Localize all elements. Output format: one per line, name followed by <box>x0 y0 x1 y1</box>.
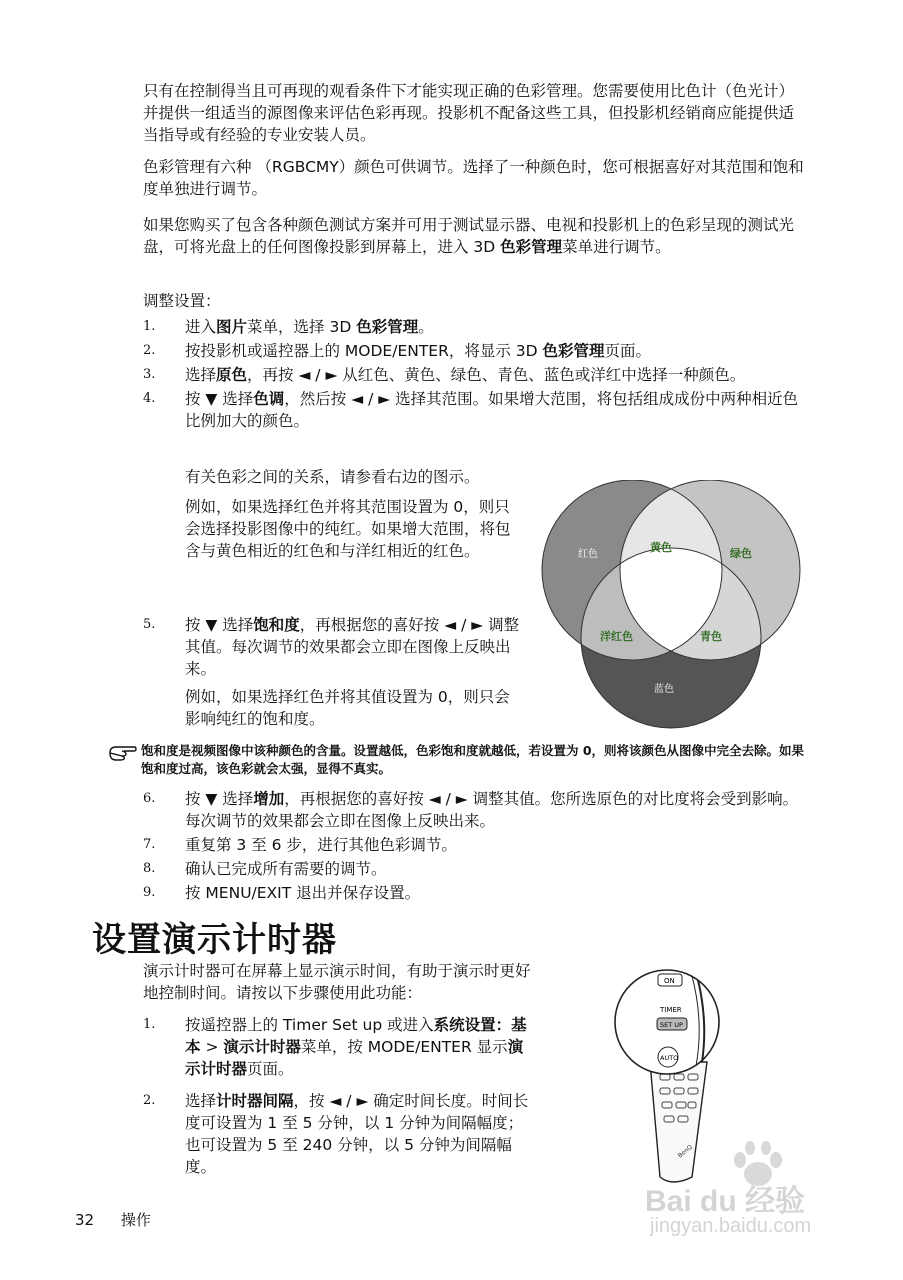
intro-paragraph-2: 色彩管理有六种 （RGBCMY）颜色可供调节。选择了一种颜色时，您可根据喜好对其范围和饱和度单独进行调节。 <box>143 158 804 198</box>
step-4-sub-2: 例如，如果选择红色并将其范围设置为 0，则只会选择投影图像中的纯红。如果增大范围，将包含与黄色相近的红色和与洋红相近的红色。 <box>185 498 511 560</box>
venn-label-green: 绿色 <box>730 547 752 560</box>
step-5-sub-1: 例如，如果选择红色并将其值设置为 0，则只会影响纯红的饱和度。 <box>185 688 510 728</box>
step-3: 3. 选择原色，再按 ◄ / ► 从红色、黄色、绿色、青色、蓝色或洋红中选择一种颜色。 <box>143 366 746 384</box>
timer-intro: 演示计时器可在屏幕上显示演示时间，有助于演示时更好地控制时间。请按以下步骤使用此功能： <box>143 962 531 1002</box>
pointing-hand-icon <box>108 744 138 762</box>
venn-label-magenta: 洋红色 <box>600 630 633 643</box>
step-8: 8. 确认已完成所有需要的调节。 <box>143 860 387 878</box>
page-footer <box>75 1209 173 1230</box>
intro-paragraph-1: 只有在控制得当且可再现的观看条件下才能实现正确的色彩管理。您需要使用比色计（色光计）并提供一组适当的源图像来评估色彩再现。投影机不配备这些工具，但投影机经销商应能提供适当指导或有经验的专业安装人员。 <box>143 82 795 144</box>
step-7: 7. 重复第 3 至 6 步，进行其他色彩调节。 <box>143 836 457 854</box>
timer-steps <box>143 1014 533 1178</box>
svg-text:SET UP: SET UP <box>660 1021 683 1029</box>
timer-step-1: 1. 按遥控器上的 Timer Set up 或进入系统设置：基本 > 演示计时器菜单，按 MODE/ENTER 显示演示计时器页面。 <box>143 1016 527 1078</box>
svg-text:AUTO: AUTO <box>660 1054 679 1062</box>
step-5: 5. 按 ▼ 选择饱和度，再根据您的喜好按 ◄ / ► 调整其值。每次调节的效果都会立即在图像上反映出来。 例如，如果选择红色并将其值设置为 0，则只会影响纯红的饱和度。 <box>143 614 523 730</box>
watermark-url: jingyan.baidu.com <box>650 1215 812 1237</box>
step-4: 4. 按 ▼ 选择色调，然后按 ◄ / ► 选择其范围。如果增大范围，将包括组成成份中两种相近色比例加大的颜色。 <box>143 390 799 430</box>
timer-step-2: 2. 选择计时器间隔，按 ◄ / ► 确定时间长度。时间长度可设置为 1 至 5 分钟，以 1 分钟为间隔幅度；也可设置为 5 至 240 分钟，以 5 分钟为间隔幅度。 <box>143 1092 529 1176</box>
remote-brand: BenQ <box>676 1143 694 1160</box>
step-4-sub-1: 有关色彩之间的关系，请参看右边的图示。 <box>185 468 480 486</box>
color-venn-diagram <box>540 480 802 730</box>
intro-paragraph-3: 如果您购买了包含各种颜色测试方案并可用于测试显示器、电视和投影机上的色彩呈现的测试光盘，可将光盘上的任何图像投影到屏幕上，进入 3D 色彩管理菜单进行调节。 <box>143 216 795 256</box>
step-1: 1. 进入图片菜单，选择 3D 色彩管理。 <box>143 318 434 336</box>
adjust-settings-label: 调整设置： <box>143 292 221 310</box>
venn-label-cyan: 青色 <box>700 630 722 643</box>
color-steps-list-a <box>143 316 805 434</box>
section-name: 操作 <box>120 1211 151 1229</box>
svg-text:ON: ON <box>664 977 675 985</box>
page-number: 32 <box>75 1211 95 1229</box>
step-9: 9. 按 MENU/EXIT 退出并保存设置。 <box>143 884 421 902</box>
step-4-details <box>185 466 515 562</box>
color-steps-list-b <box>143 788 805 906</box>
section-heading-timer: 设置演示计时器 <box>92 920 337 960</box>
step-6: 6. 按 ▼ 选择增加，再根据您的喜好按 ◄ / ► 调整其值。您所选原色的对比度将会受到影响。每次调节的效果都会立即在图像上反映出来。 <box>143 790 799 830</box>
venn-label-blue: 蓝色 <box>654 684 674 695</box>
baidu-watermark <box>640 1140 880 1240</box>
step-2: 2. 按投影机或遥控器上的 MODE/ENTER，将显示 3D 色彩管理页面。 <box>143 342 652 360</box>
timer-label: TIMER <box>660 1006 682 1014</box>
watermark-logo-text: Bai du 经验 <box>645 1185 806 1218</box>
venn-label-red: 红色 <box>578 549 598 560</box>
manual-page: 只有在控制得当且可再现的观看条件下才能实现正确的色彩管理。您需要使用比色计（色光计）并提供一组适当的源图像来评估色彩再现。投影机不配备这些工具，但投影机经销商应能提供适当指导或有经验的专业安装人员。 色彩管理有六种 （RGBCMY）颜色可供调节。选择了一种颜色时，您可根据喜好对其范围和饱和度单独进行调节。 如果您购买了包含各种颜色测试方案并可用于测试显示器、电视和投影机上的色彩呈现的测试光盘，可将光盘上的任何图像投影到屏幕上，进入 3D 色彩管理菜单进行调节。 调整设置： 1. 进入图片菜单，选择 3D 色彩管理。 2. 按投影机或遥控器上的 MODE/ENTER，将显示 3D 色彩管理页面。 3. 选择原色，再按 ◄ / ► 从红色、黄色、绿色、青色、蓝色或洋红中选择一种颜色。 4. 按 ▼ 选择色调，然后按 ◄ / ► 选择其范围。如果增大范围，将包括组成成份中两种相近色比例加大的颜色。 有关色彩之间的关系，请参看右边的图示。 例如，如果选择红色并将其范围设置为 0，则只会选择投影图像中的纯红。如果增大范围，将包含与黄色相近的红色和与洋红相近的红色。 5. 按 ▼ 选择饱和度，再根据您的喜好按 ◄ / ► 调整其值。每次调节的效果都会立即在图像上反映出来。 例如，如果选择红色并将其值设置为 0，则只会影响纯红的饱和度。 红色 黄色 绿色 洋红色 青色 蓝色 饱和度是视频图像中该种颜色的含量。设置越低，色彩饱和度就越低，若设置为 0，则将该颜色从图像中完全去除。如果饱和度过高，该色彩就会太强，显得不真实。 6. 按 ▼ 选择增加，再根据您的喜好按 ◄ / ► 调整其值。您所选原色的对比度将会受到影响。每次调节的效果都会立即在图像上反映出来。 7. 重复第 3 至 6 步，进行其他色彩调节。 8. 确认已完成所有需要的调节。 9. 按 MENU/EXIT 退出并保存设置。 设置演示计时器 演示计时器可在屏幕上显示演示时间，有助于演示时更好地控制时间。请按以下步骤使用此功能： 1. 按遥控器上的 Timer Set up 或进入系统设置：基本 > 演示计时器菜单，按 MODE/ENTER 显示演示计时器页面。 2. 选择计时器间隔，按 ◄ / ► 确定时间长度。时间长度可设置为 1 至 5 分钟，以 1 分钟为间隔幅度；也可设置为 5 至 240 分钟，以 5 分钟为间隔幅度。 BenQ ON TIMER SET UP AUTO Bai du 经验 jingyan.baidu.com 32 操作 <box>0 0 903 1280</box>
venn-label-yellow: 黄色 <box>650 541 672 554</box>
